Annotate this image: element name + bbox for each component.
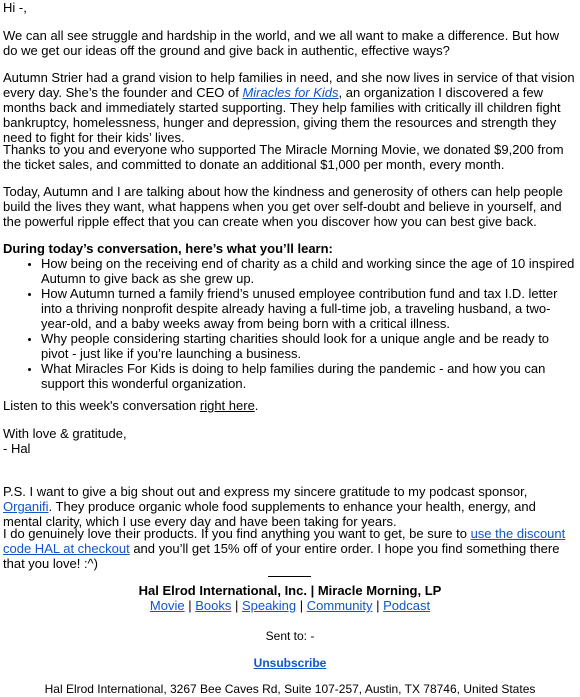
signoff-line: With love & gratitude, [3,426,127,441]
footer-divider [268,576,311,577]
ps-text-end: . They produce organic whole food supplements to enhance your health, energy, and mental clarity, which I use every day and have been taking for years. [3,499,536,529]
footer-separator: | [231,598,242,613]
footer-company: Hal Elrod International, Inc. | Miracle Morning, LP [138,583,442,598]
ps2-text-end: and you’ll get 15% off of your entire order. I hope you find something there that you love! :^) [3,541,560,571]
learn-heading: During today’s conversation, here’s what you’ll learn: [3,241,333,256]
miracles-for-kids-link[interactable]: Miracles for Kids [242,85,339,100]
listen-line [3,398,577,413]
footer-link-community[interactable]: Community [306,598,373,613]
ps-discount-paragraph [3,526,577,571]
footer-link-movie[interactable]: Movie [149,598,185,613]
footer-separator: | [372,598,384,613]
footer-separator: | [296,598,307,613]
list-item: • What Miracles For Kids is doing to help families during the pandemic - and how you can support this wonderful organization. [41,361,577,391]
footer-link-speaking[interactable]: Speaking [241,598,297,613]
list-item: • How being on the receiving end of charity as a child and working since the age of 10 inspired Autumn to give back as she grew up. [41,256,577,286]
learn-list [3,256,577,391]
greeting: Hi -, [3,0,27,15]
signoff [3,426,577,456]
listen-text: Listen to this week's conversation [3,398,200,413]
list-item: • Why people considering starting charities should look for a unique angle and be ready to pivot - just like if you’re launching a business. [41,331,577,361]
footer-unsubscribe [0,656,580,671]
signoff-name: - Hal [3,441,31,456]
listen-text-end: . [254,398,259,413]
footer-separator: | [184,598,196,613]
list-item: • How Autumn turned a family friend’s unused employee contribution fund and tax I.D. letter into a thriving nonprofit despite already having a full-time job, a traveling husband, a two-year-old, and a baby weeks away from being born with a critical illness. [41,286,577,331]
today-paragraph: Today, Autumn and I are talking about how the kindness and generosity of others can help people build the lives they want, what happens when you get over self-doubt and believe in yourself, and the powerful ripple effect that you can create when you discover how you can best give back. [3,184,563,229]
footer-link-podcast[interactable]: Podcast [383,598,431,613]
ps2-text: I do genuinely love their products. If you find anything you want to get, be sure to [3,526,471,541]
autumn-paragraph [3,70,577,145]
autumn-paragraph-text: Autumn Strier had a grand vision to help families in need, and she now lives in service of that vision every day. She’s the founder and CEO of [3,70,575,100]
footer-link-books[interactable]: Books [195,598,232,613]
intro-paragraph: We can all see struggle and hardship in the world, and we all want to make a difference. But how do we get our ideas off the ground and give back in authentic, effective ways? [3,28,559,58]
ps-paragraph [3,484,577,529]
footer-links [0,598,580,613]
learn-section [3,241,577,391]
unsubscribe-link[interactable]: Unsubscribe [253,656,327,670]
footer-sent-to: Sent to: - [265,629,315,643]
discount-code-link[interactable]: use the discount code HAL at checkout [3,526,566,556]
autumn-paragraph-text-end: , an organization I discovered a few months back and immediately started supporting. They help families with critically ill children fight bankruptcy, homelessness, hunger and depression, giving them the resources and strength they need to fight for their kids’ lives. [3,85,561,145]
donation-paragraph: Thanks to you and everyone who supported The Miracle Morning Movie, we donated $9,200 from the ticket sales, and committed to donate an additional $1,000 per month, every month. [3,142,564,172]
ps-text: P.S. I want to give a big shout out and express my sincere gratitude to my podcast sponsor, [3,484,528,499]
organifi-link[interactable]: Organifi [3,499,49,514]
right-here-link[interactable]: right here [199,398,255,413]
footer-address: Hal Elrod International, 3267 Bee Caves Rd, Suite 107-257, Austin, TX 78746, United States [44,682,536,696]
